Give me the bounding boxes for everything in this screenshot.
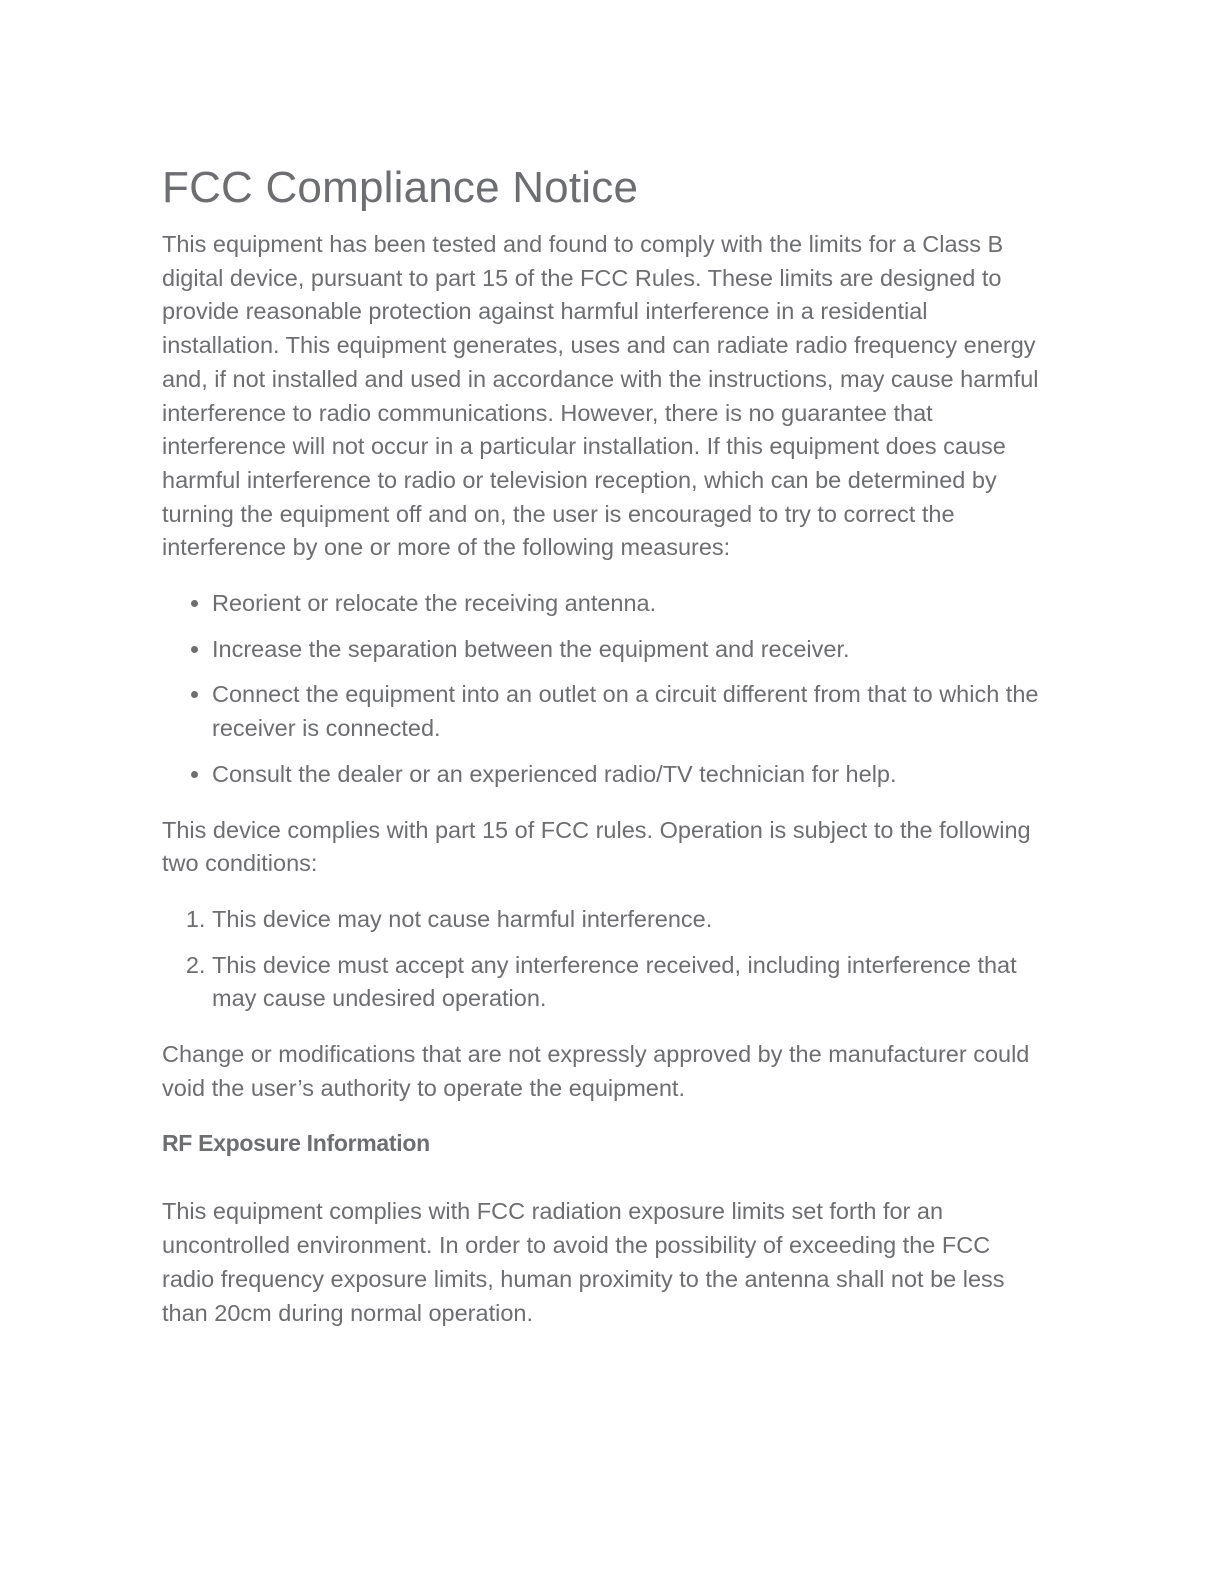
modifications-paragraph: Change or modifications that are not expressly approved by the manufacturer could void the user’s authority to operate the equipment. — [162, 1041, 1030, 1101]
page-title: FCC Compliance Notice — [162, 163, 639, 212]
rf-exposure-paragraph: This equipment complies with FCC radiation exposure limits set forth for an uncontrolled environment. In order to avoid the possibility of exceeding the FCC radio frequency exposure limits, human proximity to the antenna shall not be less than 20cm during normal operation. — [162, 1198, 1005, 1326]
conditions-paragraph: This device complies with part 15 of FCC rules. Operation is subject to the following two conditions: — [162, 816, 1031, 877]
list-item: • Increase the separation between the equipment and receiver. — [212, 633, 1042, 667]
list-item: 1. This device may not cause harmful interference. — [212, 903, 1042, 937]
list-item: • Reorient or relocate the receiving antenna. — [212, 587, 1042, 621]
list-item: • Consult the dealer or an experienced radio/TV technician for help. — [212, 758, 1042, 792]
document-page — [162, 160, 1042, 1330]
list-item: 2. This device must accept any interference received, including interference that may cause undesired operation. — [212, 949, 1042, 1016]
conditions-list — [162, 903, 1042, 1016]
list-item: • Connect the equipment into an outlet on a circuit different from that to which the receiver is connected. — [212, 678, 1042, 745]
measures-list — [162, 587, 1042, 792]
intro-paragraph: This equipment has been tested and found to comply with the limits for a Class B digital device, pursuant to part 15 of the FCC Rules. These limits are designed to provide reasonable protection against harmful interference in a residential installation. This equipment generates, uses and can radiate radio frequency energy and, if not installed and used in accordance with the instructions, may cause harmful interference to radio communications. However, there is no guarantee that interference will not occur in a particular installation. If this equipment does cause harmful interference to radio or television reception, which can be determined by turning the equipment off and on, the user is encouraged to try to correct the interference by one or more of the following measures: — [162, 231, 1039, 561]
rf-exposure-heading: RF Exposure Information — [162, 1130, 430, 1157]
